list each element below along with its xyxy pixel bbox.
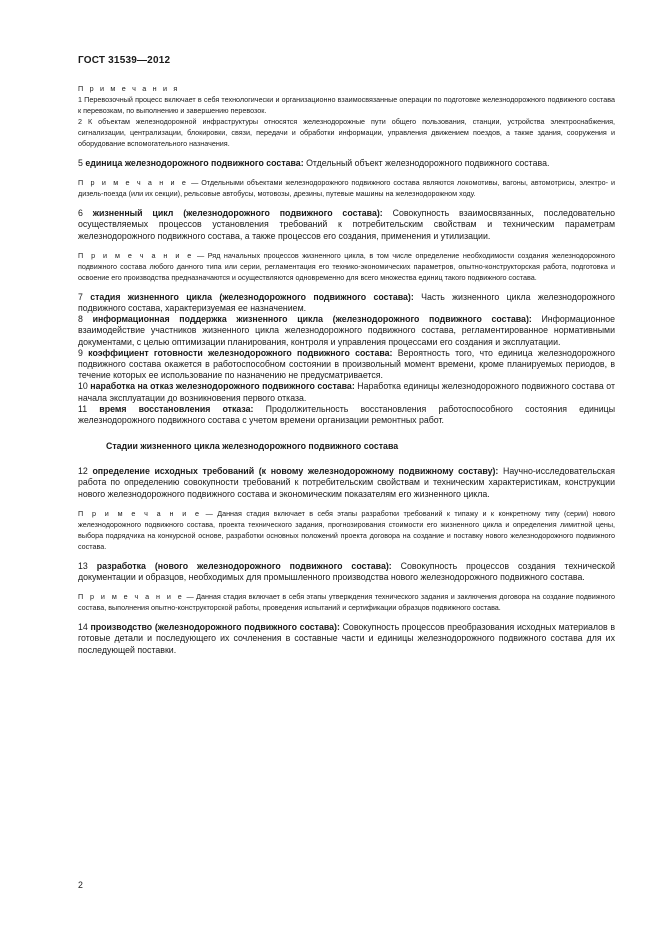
term-number: 14 — [78, 622, 88, 633]
notes-title: П р и м е ч а н и я — [78, 84, 180, 93]
term-entry — [78, 348, 615, 382]
note-label: П р и м е ч а н и е — [78, 250, 194, 260]
term-name: жизненный цикл (железнодорожного подвижного состава): — [92, 208, 383, 219]
term-definition: Наработка единицы железнодорожного подвижного состава от начала эксплуатации до возникновения первого отказа. — [78, 381, 615, 403]
term-number: 7 — [78, 291, 83, 302]
term-number: 12 — [78, 466, 88, 477]
note-item: 2 К объектам железнодорожной инфраструктуры относятся железнодорожные пути общего пользования, станции, устройства электроснабжения, сигнализации, централизации, блокировки, связи, передачи и обработки информации, управления движением поездов, а также здания, сооружения и оборудование вспомогательного назначения. — [78, 117, 615, 148]
term-note — [78, 591, 615, 613]
note-item: 1 Перевозочный процесс включает в себя технологически и организационно взаимосвязанные операции по подготовке железнодорожного подвижного состава к перевозкам, по выполнению и завершению перевозок. — [78, 95, 615, 115]
term-name: производство (железнодорожного подвижного состава): — [90, 622, 340, 633]
term-name: время восстановления отказа: — [99, 403, 254, 414]
note-label: П р и м е ч а н и е — [78, 508, 202, 518]
term-entry — [78, 404, 615, 426]
term-definition: Часть жизненного цикла железнодорожного подвижного состава, характеризуемая ее назначением. — [78, 291, 615, 314]
term-number: 8 — [78, 314, 83, 325]
note-text: — Отдельными объектами железнодорожного подвижного состава являются локомотивы, вагоны, автомотрисы, электро- и дизель-поезда (или их секции), рельсовые автобусы, мотовозы, дрезины, путевые машины на железнодорожном ходу. — [78, 178, 616, 199]
term-name: наработка на отказ железнодорожного подвижного состава: — [90, 381, 355, 392]
term-definition: Информационное взаимодействие участников жизненного цикла железнодорожного подвижного состава, регламентированное нормативными документами, с целью оптимизации планирования, контроля и управления процессами его создания и эксплуатации. — [78, 314, 615, 347]
term-number: 6 — [78, 208, 83, 219]
term-note — [78, 177, 615, 199]
term-note — [78, 250, 615, 283]
page-number: 2 — [78, 880, 83, 890]
note-label: П р и м е ч а н и е — [78, 592, 184, 602]
term-name: определение исходных требований (к новому железнодорожному подвижному составу): — [92, 466, 499, 477]
term-number: 9 — [78, 347, 83, 358]
term-number: 13 — [78, 560, 88, 571]
term-definition: Научно-исследовательская работа по определению совокупности требований к потребительским свойствам и техническим характеристикам, конструкции нового железнодорожного подвижного состава и экономическим показателям его жизненного цикла. — [78, 466, 615, 499]
term-number: 5 — [78, 158, 83, 168]
term-definition: Совокупность процессов преобразования исходных материалов в готовые детали и последующего их сочленения в составные части и единицы железнодорожного подвижного состава для их последующей поставки. — [78, 622, 616, 655]
term-entry — [78, 561, 615, 583]
term-number: 11 — [78, 403, 88, 414]
note-text: — Ряд начальных процессов жизненного цикла, в том числе определение необходимости создания железнодорожного подвижного состава любого данного типа или серии, регламентация его технико-экономических параметров, опытно-конструкторская работа, подготовка и освоение его производства предназначаются и осуществляются одновременно для всего множества единиц такого подвижного состава. — [78, 250, 615, 282]
note-label: П р и м е ч а н и е — [78, 178, 189, 188]
term-name: единица железнодорожного подвижного состава: — [85, 158, 304, 168]
note-text: — Данная стадия включает в себя этапы разработки требований к типажу и к конкретному типу (серии) нового железнодорожного подвижного состава, проекта технического задания, прогнозирования стоимости его жизненного цикла и определения лимитной цены, выбора подрядчика на конкурсной основе, разработки основных положений проекта договора на создание и поставку нового железнодорожного подвижного состава. — [78, 508, 615, 551]
term-name: информационная поддержка жизненного цикла (железнодорожного подвижного состава): — [92, 314, 532, 325]
term-definition: Отдельный объект железнодорожного подвижного состава. — [306, 158, 550, 168]
term-note — [78, 508, 615, 552]
term-entry — [78, 466, 615, 500]
term-definition: Продолжительность восстановления работоспособного состояния единицы железнодорожного подвижного состава с учетом времени организации ремонтных работ. — [78, 403, 616, 426]
term-entry — [78, 158, 615, 169]
note-text: — Данная стадия включает в себя этапы утверждения технического задания и заключения договора на создание подвижного состава, выполнения опытно-конструкторской работы, проведения испытаний и сертификации образцов подвижного состава. — [78, 592, 615, 613]
term-definition: Совокупность процессов создания технической документации и образцов, необходимых для промышленного производства нового железнодорожного подвижного состава. — [78, 560, 615, 583]
term-entry — [78, 292, 615, 314]
section-title: Стадии жизненного цикла железнодорожного подвижного состава — [106, 441, 399, 452]
term-entry — [78, 622, 615, 656]
notes-block — [78, 83, 615, 149]
term-entry — [78, 381, 615, 403]
term-name: разработка (нового железнодорожного подвижного состава): — [96, 560, 392, 571]
term-entry — [78, 314, 615, 348]
term-entry — [78, 208, 615, 242]
term-definition: Вероятность того, что единица железнодорожного подвижного состава окажется в работоспособном состоянии в произвольный момент времени, кроме планируемых периодов, в течение которых ее использование по назначению не предусматривается. — [78, 347, 615, 381]
document-header: ГОСТ 31539—2012 — [78, 55, 171, 66]
term-name: стадия жизненного цикла (железнодорожного подвижного состава): — [90, 291, 414, 302]
term-number: 10 — [78, 381, 88, 392]
term-definition: Совокупность взаимосвязанных, последовательно осуществляемых процессов установления требований к потребительским свойствам и техническим параметрам железнодорожного подвижного состава, а также процессов его создания, применения и утилизации. — [78, 208, 615, 241]
term-name: коэффициент готовности железнодорожного подвижного состава: — [88, 347, 393, 358]
